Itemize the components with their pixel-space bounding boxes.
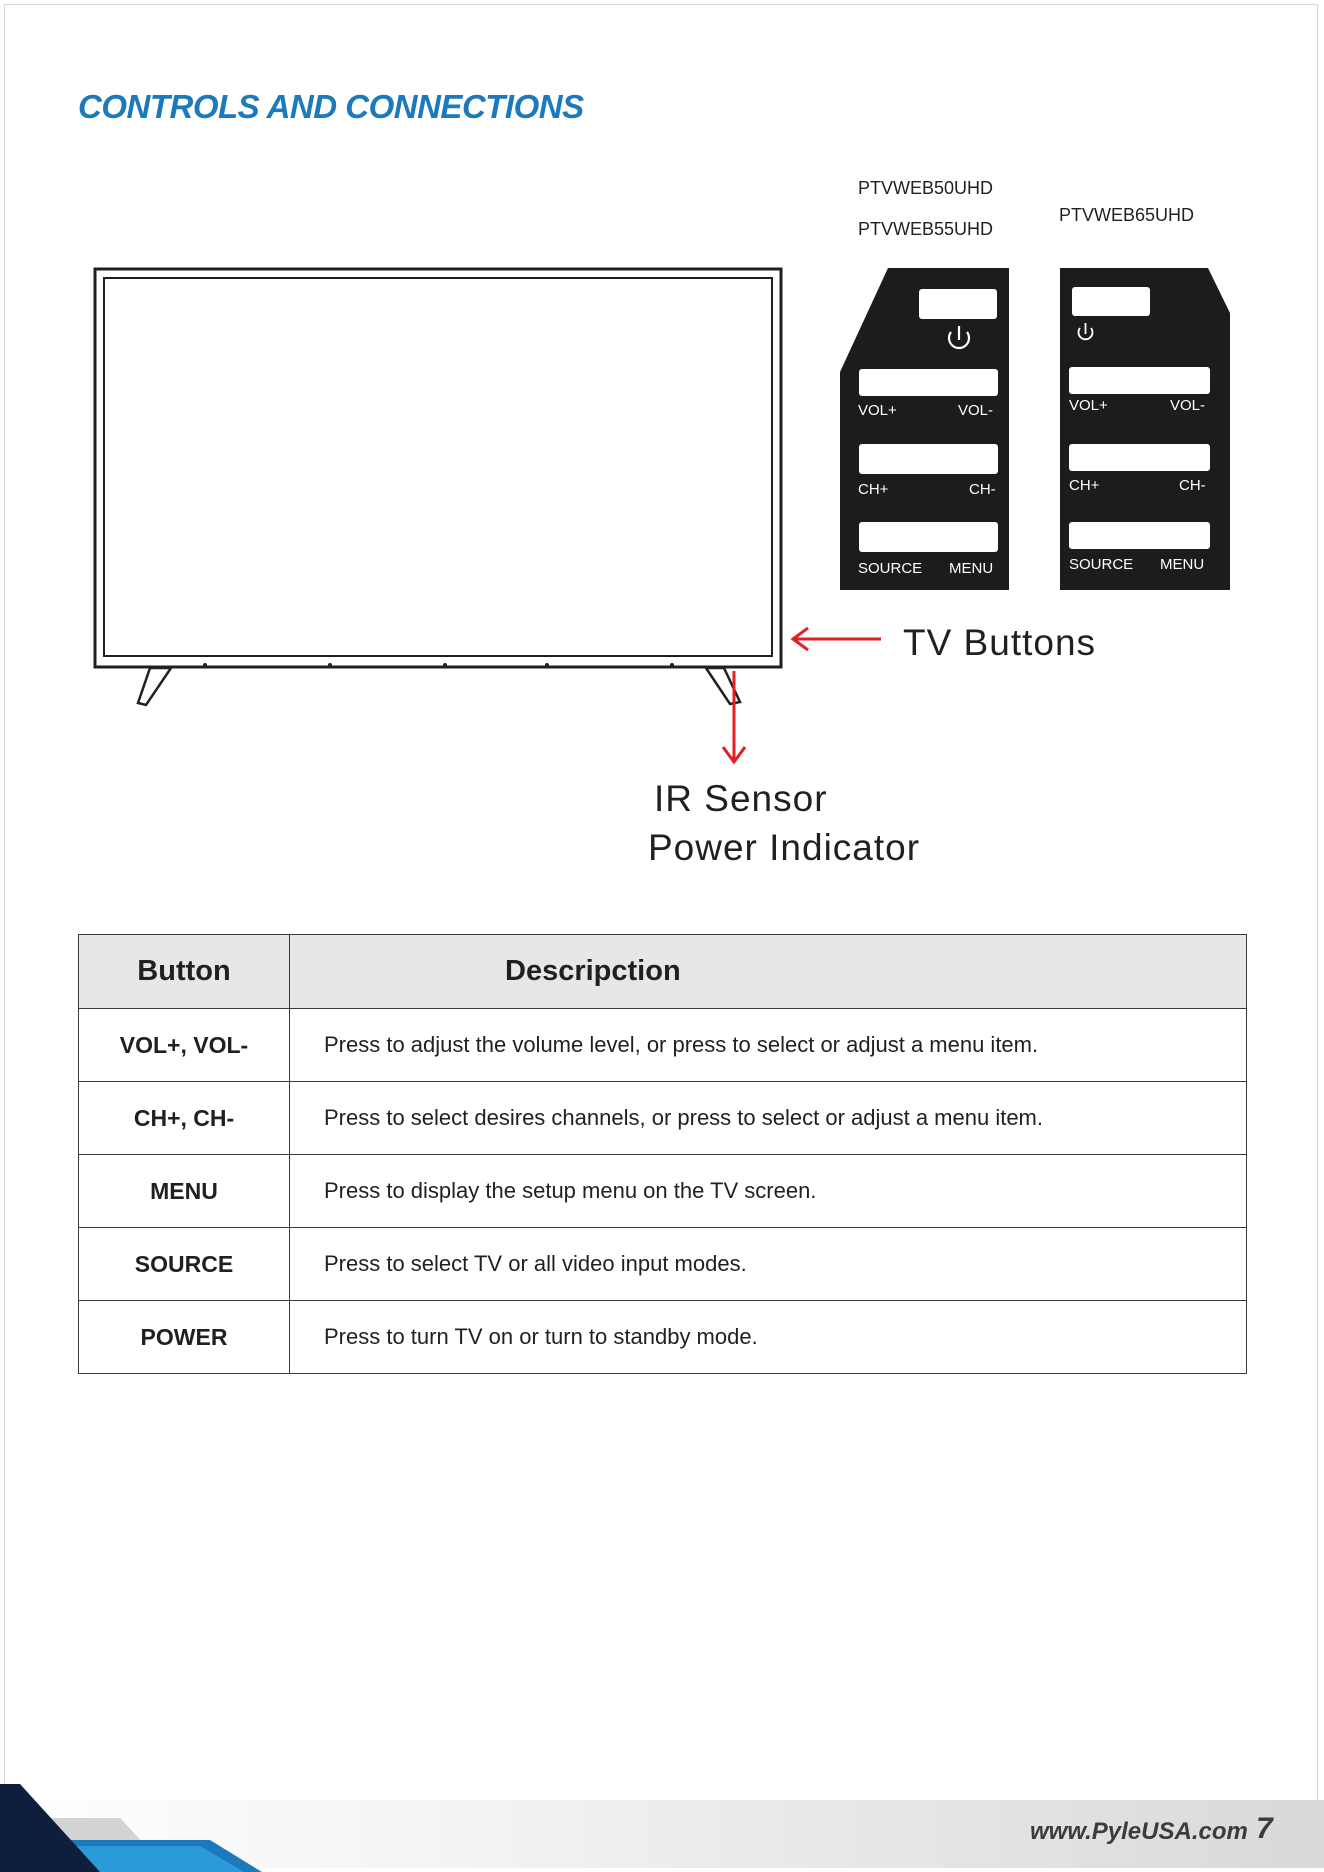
row-button: SOURCE xyxy=(79,1228,290,1301)
row-description: Press to turn TV on or turn to standby mode. xyxy=(290,1301,1247,1374)
tv-buttons-arrow xyxy=(793,628,881,650)
model-label-65: PTVWEB65UHD xyxy=(1059,205,1195,225)
row-description: Press to display the setup menu on the TV screen. xyxy=(290,1155,1247,1228)
table-header-row xyxy=(79,935,1247,1009)
panel-label-vol-plus: VOL+ xyxy=(858,402,897,419)
panel-button-power xyxy=(919,289,997,319)
panel-label-source: SOURCE xyxy=(858,560,923,577)
row-description: Press to select TV or all video input modes. xyxy=(290,1228,1247,1301)
row-description: Press to select desires channels, or press to select or adjust a menu item. xyxy=(290,1082,1247,1155)
page-title: CONTROLS AND CONNECTIONS xyxy=(78,88,584,125)
table-row xyxy=(79,1009,1247,1082)
panel-button-source-menu xyxy=(1069,522,1210,549)
panel-label-vol-minus: VOL- xyxy=(958,402,994,419)
panel-label-menu: MENU xyxy=(949,560,994,577)
row-description: Press to adjust the volume level, or press to select or adjust a menu item. xyxy=(290,1009,1247,1082)
panel-label-vol-plus: VOL+ xyxy=(1069,397,1108,414)
model-label-55: PTVWEB55UHD xyxy=(858,219,994,239)
table-row xyxy=(79,1228,1247,1301)
control-panel-65 xyxy=(1060,268,1230,590)
panel-label-ch-minus: CH- xyxy=(969,481,996,498)
panel-button-source-menu xyxy=(859,522,998,552)
control-panel-50-55 xyxy=(840,268,1009,590)
tv-diagram xyxy=(0,0,1324,900)
row-button: CH+, CH- xyxy=(79,1082,290,1155)
panel-label-vol-minus: VOL- xyxy=(1170,397,1206,414)
table-row xyxy=(79,1082,1247,1155)
row-button: MENU xyxy=(79,1155,290,1228)
row-button: POWER xyxy=(79,1301,290,1374)
footer-corner-graphic xyxy=(0,1760,330,1872)
panel-label-ch-minus: CH- xyxy=(1179,477,1206,494)
panel-button-vol xyxy=(859,369,998,396)
row-button: VOL+, VOL- xyxy=(79,1009,290,1082)
left-stand xyxy=(138,668,171,705)
panel-button-ch xyxy=(859,444,998,474)
header-description: Descripction xyxy=(290,935,1247,1009)
panel-label-ch-plus: CH+ xyxy=(858,481,889,498)
panel-label-source: SOURCE xyxy=(1069,556,1134,573)
callout-power-indicator: Power Indicator xyxy=(648,827,921,868)
panel-button-ch xyxy=(1069,444,1210,471)
page-number: 7 xyxy=(1256,1812,1273,1845)
panel-label-menu: MENU xyxy=(1160,556,1205,573)
button-description-table xyxy=(78,934,1247,1374)
table-row xyxy=(79,1301,1247,1374)
header-button: Button xyxy=(79,935,290,1009)
table-row xyxy=(79,1155,1247,1228)
model-label-50: PTVWEB50UHD xyxy=(858,178,994,198)
footer-url[interactable]: www.PyleUSA.com xyxy=(1030,1818,1248,1845)
panel-button-vol xyxy=(1069,367,1210,394)
panel-button-power xyxy=(1072,287,1150,316)
callout-ir-sensor: IR Sensor xyxy=(654,778,828,819)
panel-label-ch-plus: CH+ xyxy=(1069,477,1100,494)
tv-illustration xyxy=(95,269,781,705)
callout-tv-buttons: TV Buttons xyxy=(903,622,1097,663)
